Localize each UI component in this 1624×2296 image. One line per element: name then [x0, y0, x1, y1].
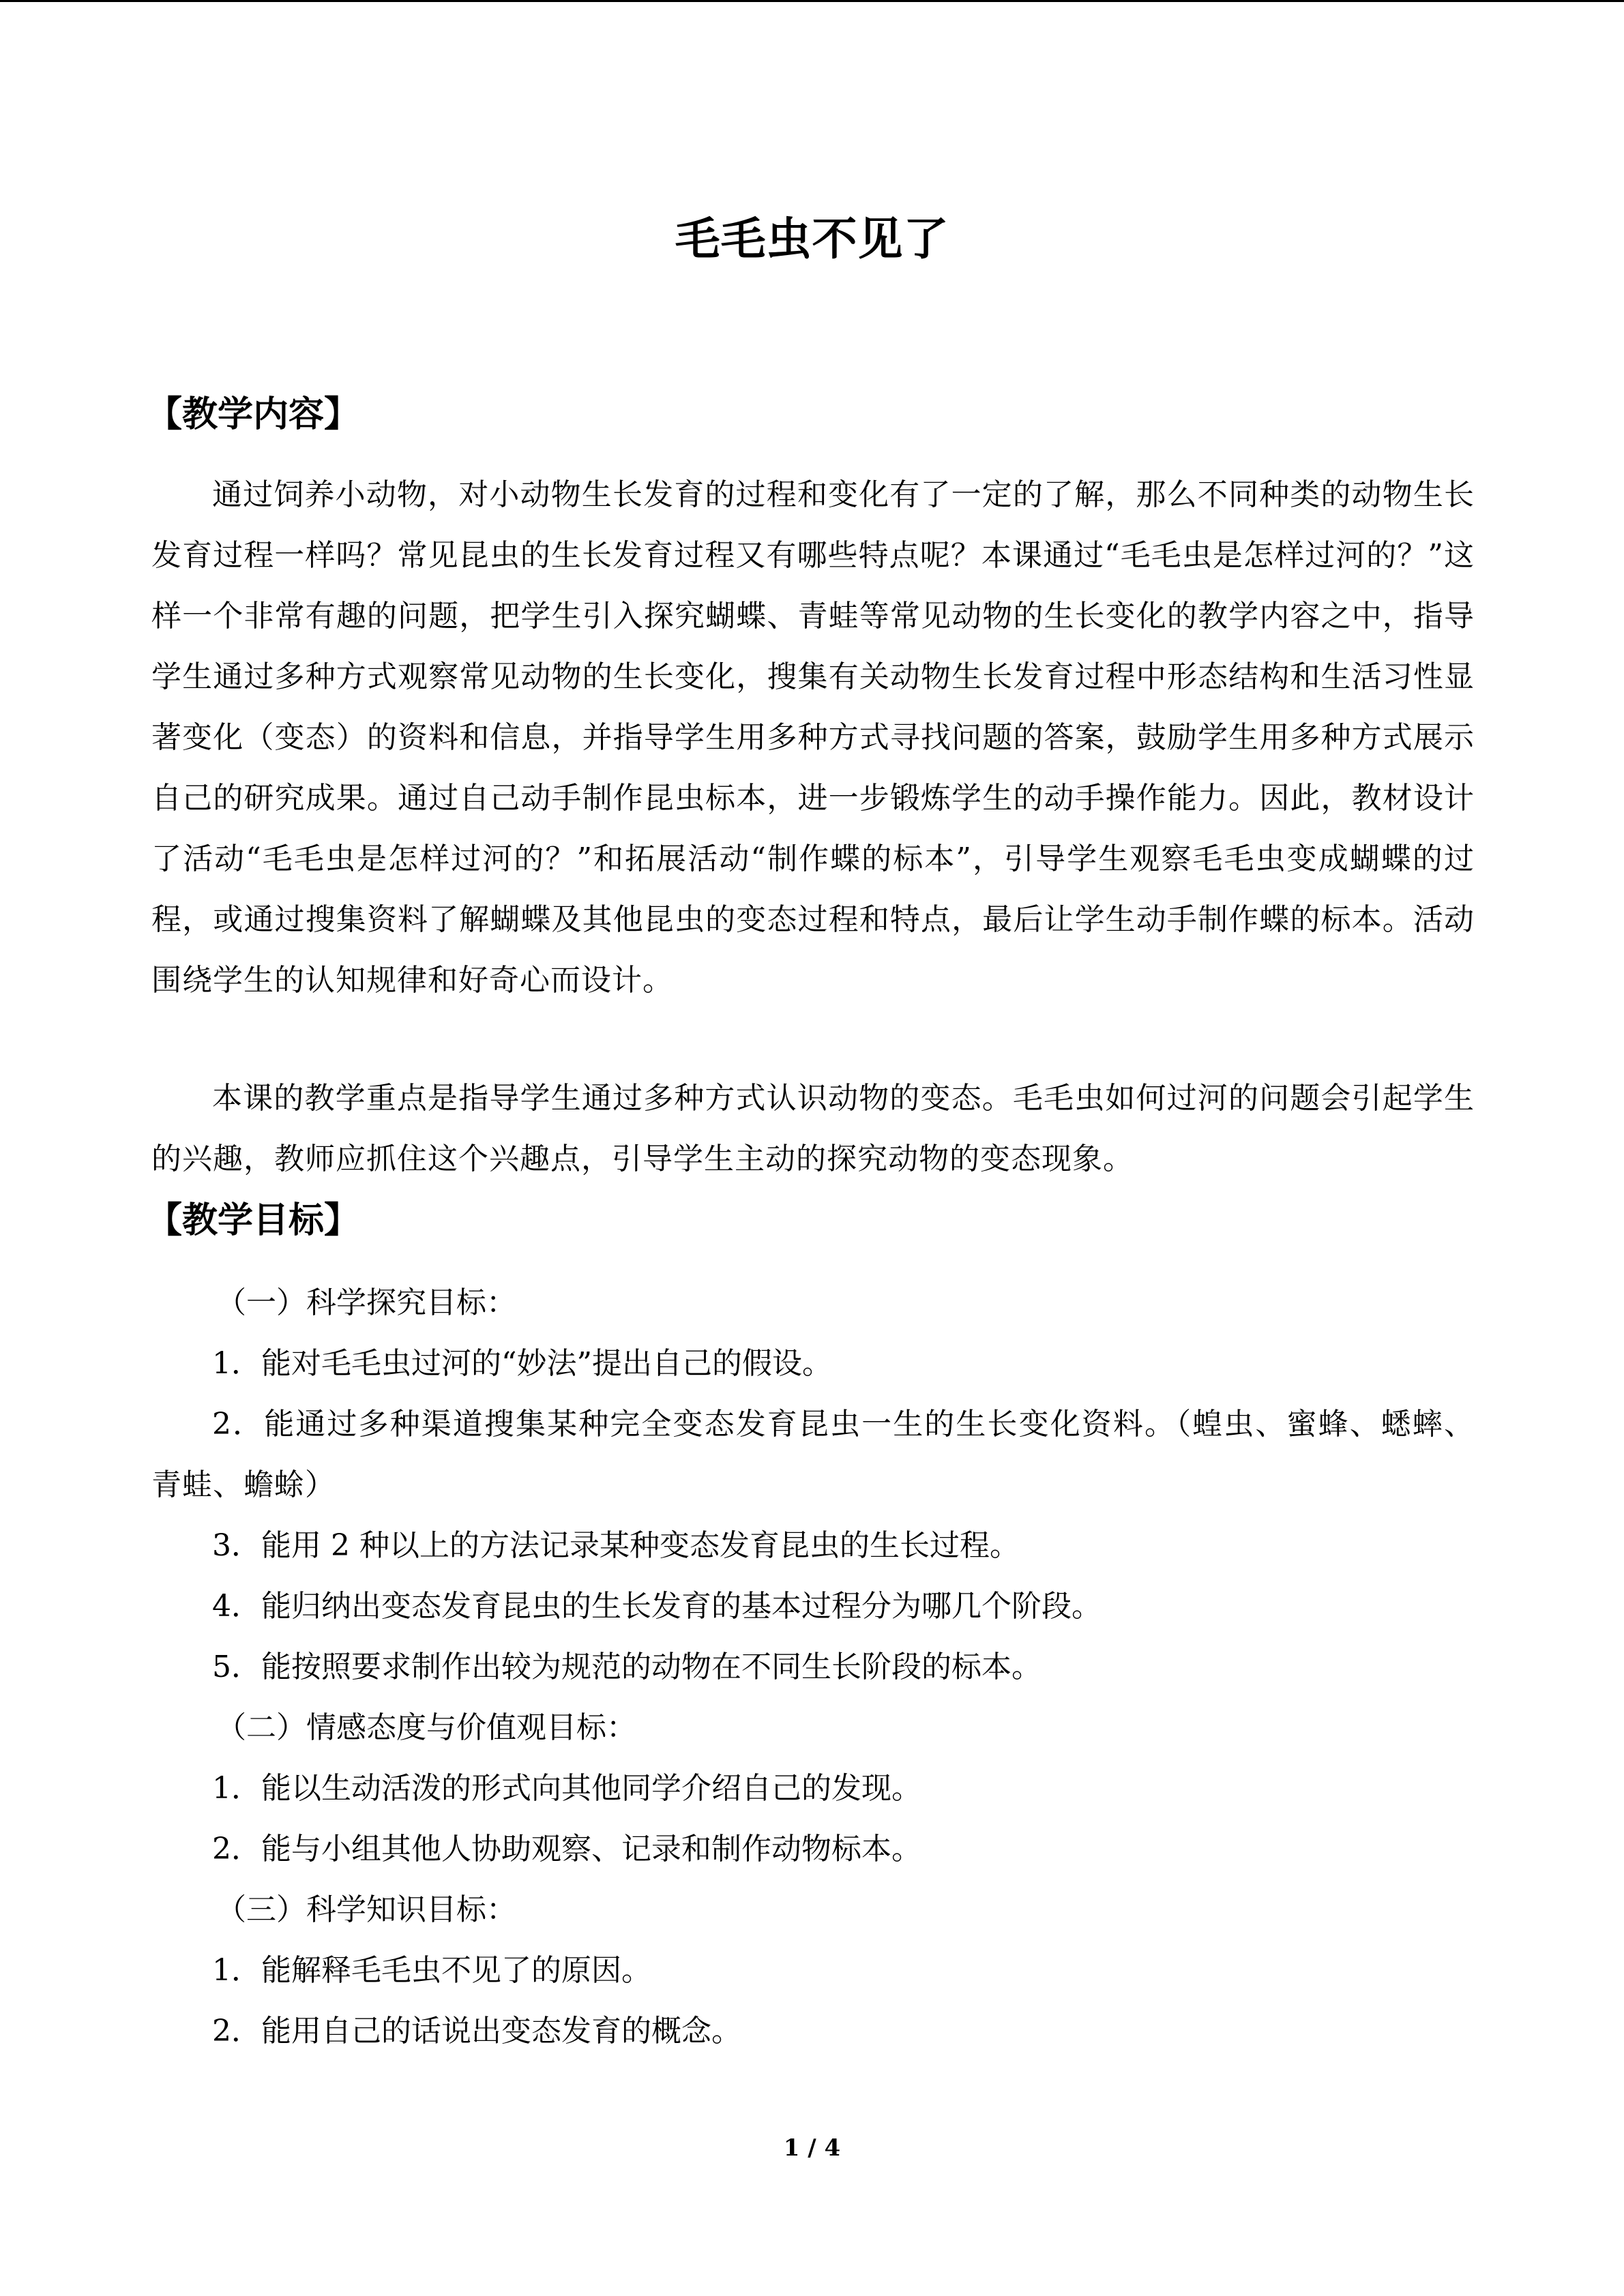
goal-item: 2．能通过多种渠道搜集某种完全变态发育昆虫一生的生长变化资料。（蝗虫、蜜蜂、蟋蟀、青蛙、蟾蜍）: [151, 1407, 1475, 1502]
goal-item: 2．能与小组其他人协助观察、记录和制作动物标本。: [212, 1832, 921, 1866]
goal-item: 1．能对毛毛虫过河的“妙法”提出自己的假设。: [212, 1346, 832, 1381]
goal-group-label-3: （三）科学知识目标：: [216, 1892, 516, 1927]
content-paragraph-2: 本课的教学重点是指导学生通过多种方式认识动物的变态。毛毛虫如何过河的问题会引起学生的兴趣，教师应抓住这个兴趣点，引导学生主动的探究动物的变态现象。: [151, 1081, 1475, 1176]
document-title: 毛毛虫不见了: [675, 212, 949, 265]
goal-item: 1．能解释毛毛虫不见了的原因。: [212, 1953, 651, 1988]
goal-item: 3．能用 2 种以上的方法记录某种变态发育昆虫的生长过程。: [212, 1528, 1020, 1563]
goal-item: 5．能按照要求制作出较为规范的动物在不同生长阶段的标本。: [212, 1650, 1042, 1684]
top-border-line: [0, 0, 1624, 2]
goal-item: 1．能以生动活泼的形式向其他同学介绍自己的发现。: [212, 1771, 921, 1806]
goal-item: 4．能归纳出变态发育昆虫的生长发育的基本过程分为哪几个阶段。: [212, 1589, 1102, 1624]
section-heading-teaching-content: 【教学内容】: [147, 393, 360, 435]
goal-group-label-2: （二）情感态度与价值观目标：: [216, 1710, 636, 1745]
goal-group-label-1: （一）科学探究目标：: [216, 1285, 516, 1320]
section-heading-teaching-goals: 【教学目标】: [147, 1199, 360, 1241]
page-number: 1 / 4: [783, 2134, 841, 2162]
goal-item: 2．能用自己的话说出变态发育的概念。: [212, 2014, 741, 2048]
content-paragraph-1: 通过饲养小动物，对小动物生长发育的过程和变化有了一定的了解，那么不同种类的动物生长发育过程一样吗？常见昆虫的生长发育过程又有哪些特点呢？本课通过“毛毛虫是怎样过河的？”这样一个非常有趣的问题，把学生引入探究蝴蝶、青蛙等常见动物的生长变化的教学内容之中，指导学生通过多种方式观察常见动物的生长变化，搜集有关动物生长发育过程中形态结构和生活习性显著变化（变态）的资料和信息，并指导学生用多种方式寻找问题的答案，鼓励学生用多种方式展示自己的研究成果。通过自己动手制作昆虫标本，进一步锻炼学生的动手操作能力。因此，教材设计了活动“毛毛虫是怎样过河的？”和拓展活动“制作蝶的标本”，引导学生观察毛毛虫变成蝴蝶的过程，或通过搜集资料了解蝴蝶及其他昆虫的变态过程和特点，最后让学生动手制作蝶的标本。活动围绕学生的认知规律和好奇心而设计。: [151, 477, 1475, 998]
